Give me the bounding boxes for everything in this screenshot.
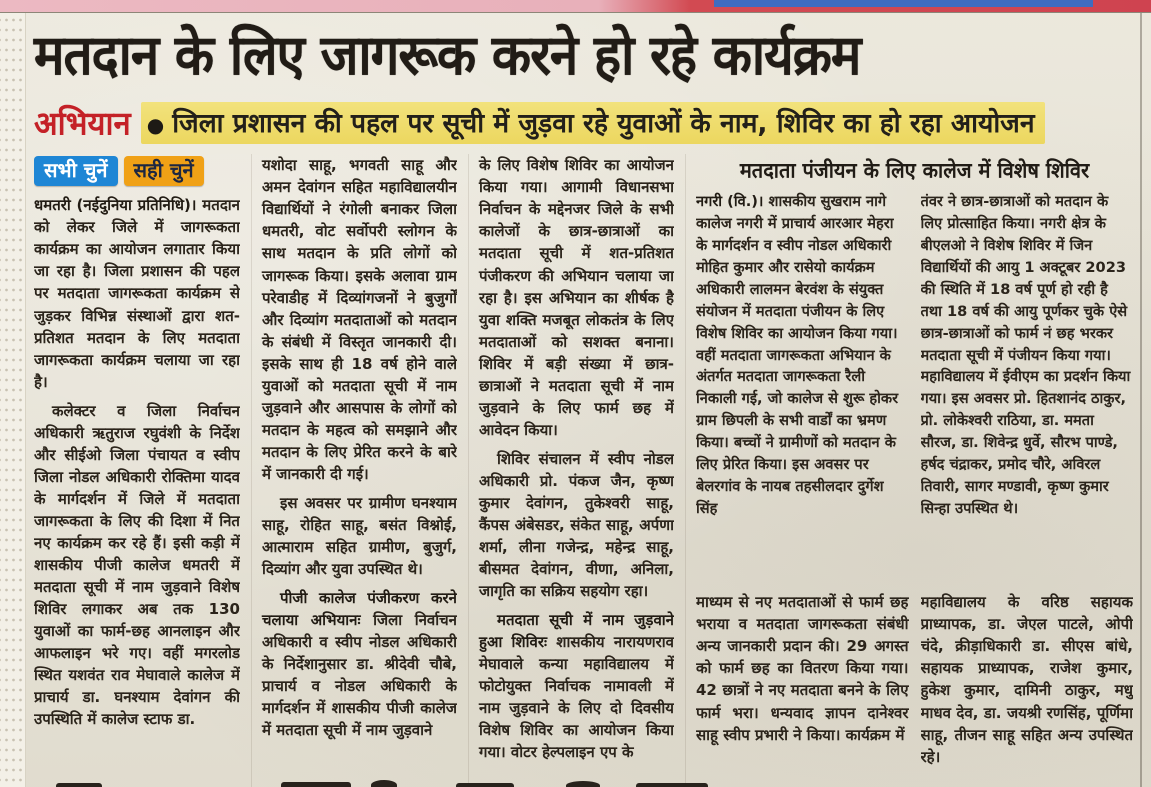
adjacent-page-blue-band (714, 0, 1094, 7)
paragraph: महाविद्यालय के वरिष्ठ सहायक प्राध्यापक, डा. जेएल पाटले, ओपी चंदे, क्रीड़ाधिकारी डा. सीएस बांधे, सहायक प्राध्यापक, राजेश कुमार, हुकेश कुमार, दामिनी ठाकुर, मधु माधव देव, डा. जयश्री रणसिंह, पूर्णिमा साहू, तीजन साहू सहित अन्य उपस्थित रहे। (920, 593, 1133, 766)
article-column-3 (468, 154, 674, 787)
paragraph: माध्यम से नए मतदाताओं से फार्म छह भराया व मतदाता जागरूकता संबंधी अन्य जानकारी प्रदान की। 29 अगस्त को फार्म छह का वितरण किया गया। 42 छात्रों ने नए मतदाता बनने के लिए फार्म भरा। धन्यवाद ज्ञापन दानेश्वर साहू स्वीप प्रभारी ने किया। कार्यक्रम में (696, 593, 909, 744)
paragraph-text: जिला निर्वाचन अधिकारी व स्वीप नोडल अधिकारी के निर्देशानुसार डा. श्रीदेवी चौबे, प्राचार्य व नोडल अधिकारी के मार्गदर्शन में शासकीय पीजी कालेज में मतदाता सूची में नाम जुड़वाने (262, 611, 457, 740)
main-article-continuation (696, 591, 1133, 787)
paragraph-with-lead (262, 587, 457, 741)
paragraph: यशोदा साहू, भगवती साहू और अमन देवांगन सहित महाविद्यालयीन विद्यार्थियों ने रंगोली बनाकर जिला धमतरी, वोट सर्वोपरी स्लोगन के साथ मतदान के प्रति लोगों को जागरूक किया। इसके अलावा ग्राम परेवाडीह में दिव्यांगजनों ने बुजुर्गों और दिव्यांग मतदाताओं को मतदान के संबंधी में विस्तृत जानकारी दी। इसके साथ ही 18 वर्ष होने वाले युवाओं को मतदाता सूची में नाम जुड़वाने और आसपास के लोगों को मतदान के महत्व को समझाने और मतदान के लिए प्रेरित करने के बारे में जानकारी दी गई। (262, 156, 457, 483)
paragraph: इस अवसर पर ग्रामीण घनश्याम साहू, रोहित साहू, बसंत विश्नोई, आत्माराम सहित ग्रामीण, बुजुर्ग, दिव्यांग और युवा उपस्थित थे। (262, 493, 457, 579)
paragraph: के लिए विशेष शिविर का आयोजन किया गया। आगामी विधानसभा निर्वाचन के मद्देनजर जिले के सभी कालेजों के छात्र-छात्राओं का मतदाता सूची में शत-प्रतिशत पंजीकरण की अभियान चलाया जा रहा है। इस अभियान का शीर्षक है युवा शक्ति मजबूत लोकतंत्र के लिए मतदाताओं को सशक्त बनाना। शिविर में बड़ी संख्या में छात्र-छात्राओं ने मतदाता सूची में नाम जुड़वाने के लिए फार्म छह में आवेदन किया। (479, 156, 674, 439)
article-column-5 (921, 591, 1134, 787)
slogan-badges (34, 156, 240, 186)
kicker-subheadline (141, 102, 1045, 144)
scan-left-margin (0, 13, 26, 787)
article-column-1 (34, 154, 240, 787)
paragraph: शिविर संचालन में स्वीप नोडल अधिकारी प्रो. पंकज जैन, कृष्ण कुमार देवांगन, तुकेश्वरी साहू, कैंपस अंबेसडर, संकेत साहू, अर्पणा शर्मा, लीना गजेन्द्र, महेन्द्र साहू, बीसमत देवांगन, वीणा, अनिला, जागृति का सक्रिय सहयोग रहा। (479, 449, 674, 601)
paragraph-text: मतदान को लेकर जिले में जागरूकता कार्यक्रम का आयोजन लगातार किया जा रहा है। जिला प्रशासन की पहल पर मतदाता जागरूकता कार्यक्रम से जुड़कर विभिन्न संस्थाओं द्वारा शत-प्रतिशत मतदान के लिए मतदाता जागरूकता कार्यक्रम चलाया जा रहा है। (34, 196, 240, 391)
badge-sabhi-chunen: सभी चुनें (34, 156, 118, 186)
badge-sahi-chunen: सही चुनें (124, 156, 204, 186)
article-body (34, 154, 1133, 787)
right-section (685, 154, 1133, 787)
paragraph-dateline (696, 191, 909, 519)
kicker-tag: अभियान (34, 105, 131, 144)
bold-lead-in: मतदाता सूची में नाम जुड़वाने हुआ शिविरः (479, 611, 674, 652)
subarticle-columns (696, 191, 1133, 583)
article-column-2 (251, 154, 457, 787)
subarticle-column-b (921, 191, 1134, 583)
paragraph-with-lead (479, 609, 674, 763)
paragraph-text: शासकीय सुखराम नागे कालेज नगरी में प्राचार्य आरआर मेहरा के मार्गदर्शन व स्वीप नोडल अधिकारी मोहित कुमार और रासेयो कार्यक्रम अधिकारी लालमन बेरवंश के संयुक्त संयोजन में मतदाता पंजीयन के लिए विशेष शिविर का आयोजन किया गया। वहीं मतदाता जागरूकता अभियान के अंतर्गत मतदाता जागरूकता रैली निकाली गई, जो कालेज से शुरू होकर ग्राम छिपली के सभी वार्डों का भ्रमण किया। बच्चों ने ग्रामीणों को मतदान के लिए प्रेरित किया। इस अवसर पर बेलरगांव के नायब तहसीलदार दुर्गेश सिंह (696, 193, 899, 517)
paper-fold-line (1140, 13, 1142, 787)
dateline: नगरी (वि.)। (696, 193, 764, 211)
paragraph-text: शासकीय नारायणराव मेघावाले कन्या महाविद्यालय में फोटोयुक्त निर्वाचक नामावली में नाम जुड़वाने के लिए दो दिवसीय विशेष शिविर का आयोजन किया गया। वोटर हेल्पलाइन एप के (479, 633, 674, 762)
bullet-icon: ● (146, 113, 165, 138)
kicker-text: जिला प्रशासन की पहल पर सूची में जुड़वा रहे युवाओं के नाम, शिविर का हो रहा आयोजन (172, 108, 1035, 140)
newspaper-clipping (26, 13, 1139, 787)
dateline: धमतरी (नईदुनिया प्रतिनिधि)। (34, 196, 197, 215)
kicker-row (34, 102, 1133, 144)
paragraph-dateline (34, 194, 240, 392)
subarticle-column-a (696, 191, 909, 583)
subarticle-headline: मतदाता पंजीयन के लिए कालेज में विशेष शिविर (739, 157, 1090, 183)
article-column-4 (696, 591, 909, 787)
adjacent-page-color-strip (0, 0, 1151, 13)
main-headline: मतदान के लिए जागरूक करने हो रहे कार्यक्रम (34, 24, 861, 88)
paragraph: तंवर ने छात्र-छात्राओं को मतदान के लिए प्रोत्साहित किया। नगरी क्षेत्र के बीएलओ ने विशेष शिविर में जिन विद्यार्थियों की आयु 1 अक्टूबर 2023 की स्थिति में 18 वर्ष पूर्ण हो रही है तथा 18 वर्ष की आयु पूर्णकर चुके ऐसे छात्र-छात्राओं को फार्म नं छह भरकर मतदाता सूची में पंजीयन किया गया। महाविद्यालय में ईवीएम का प्रदर्शन किया गया। इस अवसर प्रो. हितशानंद ठाकुर, प्रो. लोकेश्वरी राठिया, डा. ममता सौरज, डा. शिवेन्द्र धुर्वे, सौरभ पाण्डे, हर्षद चंद्राकर, प्रमोद चौरे, अविरल तिवारी, सागर मण्डावी, कृष्ण कुमार सिन्हा उपस्थित थे। (920, 193, 1131, 517)
paragraph: कलेक्टर व जिला निर्वाचन अधिकारी ऋतुराज रघुवंशी के निर्देश और सीईओ जिला पंचायत व स्वीप जिला नोडल अधिकारी रोक्तिमा यादव के मार्गदर्शन में जिले में मतदाता जागरूकता के लिए की दिशा में नित नए कार्यक्रम कर रहे हैं। इसी कड़ी में शासकीय पीजी कालेज धमतरी में मतदाता सूची में नाम जुड़वाने विशेष शिविर लगाकर अब तक 130 युवाओं का फार्म-छह आनलाइन और आफलाइन भरे गए। वहीं मगरलोड स्थित यशवंत राव मेघावाले कालेज में प्राचार्य डा. घनश्याम देवांगन की उपस्थिति में कालेज स्टाफ डा. (34, 401, 240, 729)
bold-lead-in: पीजी कालेज पंजीकरण करने चलाया अभियानः (262, 589, 457, 630)
